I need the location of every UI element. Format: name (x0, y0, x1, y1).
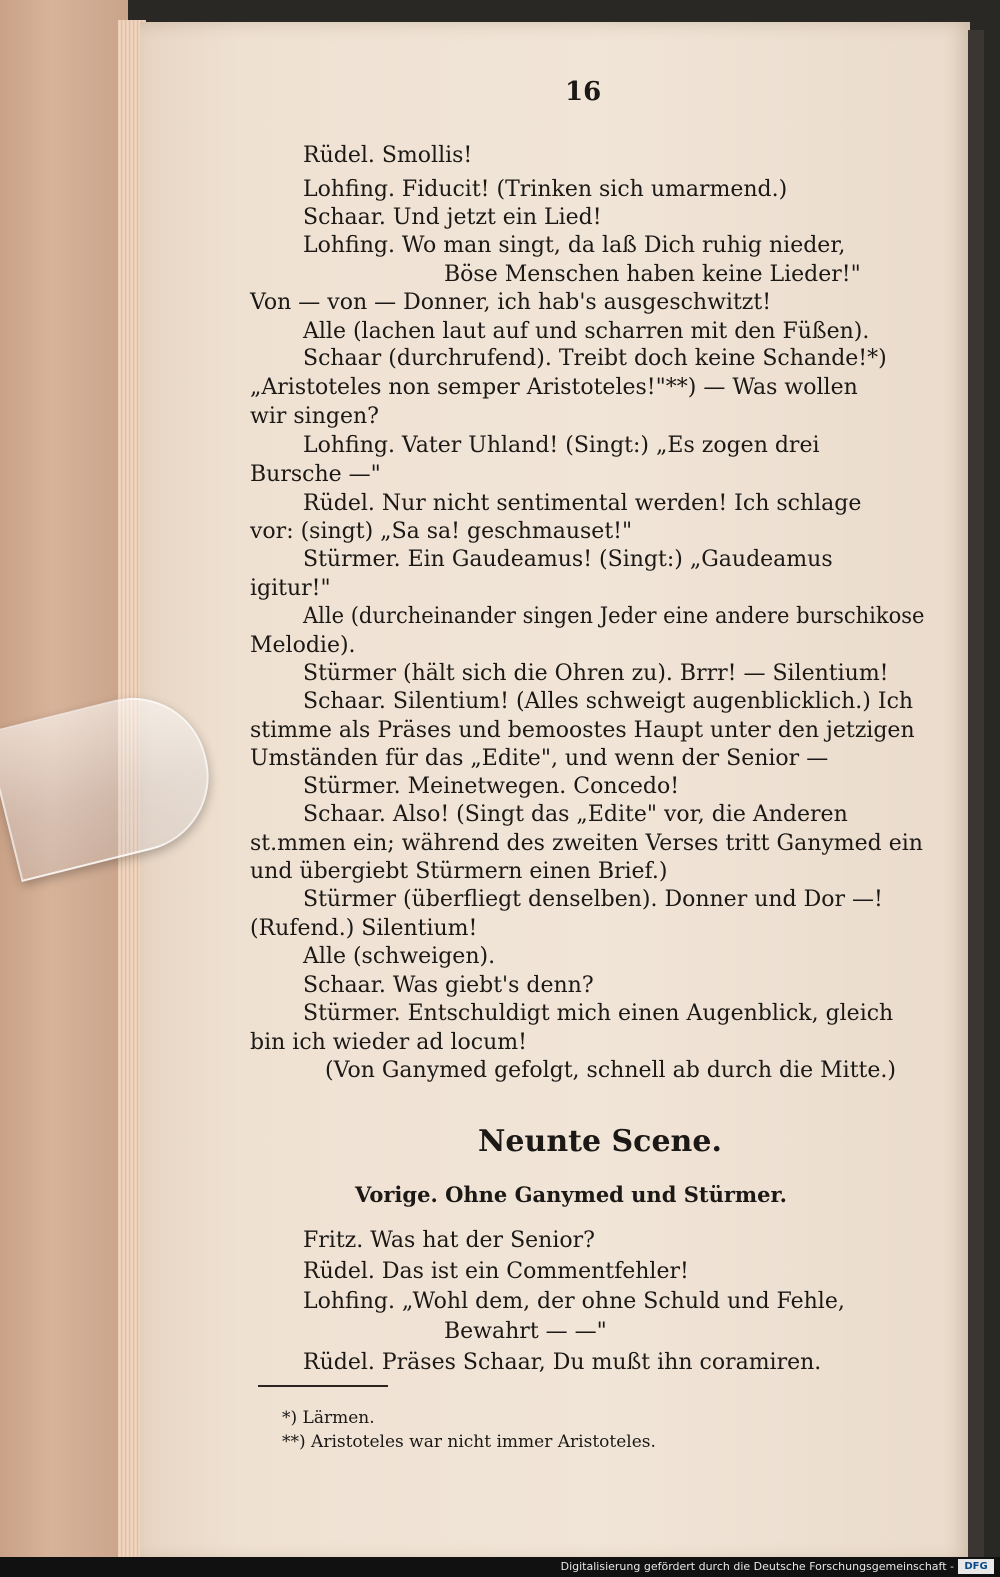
text-line: Stürmer (überfliegt denselben). Donner und Dor —! (303, 887, 883, 912)
text-line: Stürmer (hält sich die Ohren zu). Brrr! — Silentium! (303, 661, 889, 686)
text-line: Rüdel. Nur nicht sentimental werden! Ich schlage (303, 491, 862, 516)
footer-credit: Digitalisierung gefördert durch die Deutsche Forschungsgemeinschaft - (560, 1560, 954, 1573)
text-line: Rüdel. Das ist ein Commentfehler! (303, 1259, 689, 1284)
footnote-rule (258, 1385, 388, 1387)
text-line: Von — von — Donner, ich hab's ausgeschwitzt! (250, 290, 772, 315)
text-line: „Aristoteles non semper Aristoteles!"**) — Was wollen (250, 375, 858, 400)
text-line: Schaar (durchrufend). Treibt doch keine Schande!*) (303, 346, 887, 371)
text-line: (Rufend.) Silentium! (250, 916, 478, 941)
text-line: und übergiebt Stürmern einen Brief.) (250, 859, 668, 884)
footnote-1: *) Lärmen. (282, 1408, 375, 1428)
text-line: Bewahrt — —" (444, 1319, 607, 1344)
text-line: Melodie). (250, 633, 356, 658)
scene-heading: Neunte Scene. (478, 1124, 722, 1159)
text-line: Schaar. Und jetzt ein Lied! (303, 205, 602, 230)
text-line: Stürmer. Entschuldigt mich einen Augenblick, gleich (303, 1001, 894, 1026)
text-line: Umständen für das „Edite", und wenn der Senior — (250, 746, 829, 771)
text-line: Alle (schweigen). (303, 944, 496, 969)
text-line: Lohfing. Vater Uhland! (Singt:) „Es zogen drei (303, 433, 820, 458)
text-line: Bursche —" (250, 462, 381, 487)
text-line: st.mmen ein; während des zweiten Verses tritt Ganymed ein (250, 831, 923, 856)
text-line: bin ich wieder ad locum! (250, 1030, 527, 1055)
text-line: Lohfing. Fiducit! (Trinken sich umarmend.) (303, 177, 788, 202)
text-line: Lohfing. „Wohl dem, der ohne Schuld und Fehle, (303, 1289, 845, 1314)
text-line: Lohfing. Wo man singt, da laß Dich ruhig nieder, (303, 233, 846, 258)
text-line: vor: (singt) „Sa sa! geschmauset!" (250, 519, 633, 544)
text-line: igitur!" (250, 576, 331, 601)
text-line: Schaar. Also! (Singt das „Edite" vor, die Anderen (303, 802, 848, 827)
scene-cast: Vorige. Ohne Ganymed und Stürmer. (355, 1182, 787, 1207)
footnote-2: **) Aristoteles war nicht immer Aristoteles. (282, 1432, 656, 1452)
text-line: Schaar. Silentium! (Alles schweigt augenblicklich.) Ich (303, 689, 914, 714)
text-line: (Von Ganymed gefolgt, schnell ab durch die Mitte.) (325, 1058, 896, 1083)
page-gutter (968, 30, 984, 1560)
text-line: Stürmer. Ein Gaudeamus! (Singt:) „Gaudeamus (303, 547, 833, 572)
text-line: Böse Menschen haben keine Lieder!" (444, 262, 861, 287)
text-line: Fritz. Was hat der Senior? (303, 1228, 595, 1253)
page-number: 16 (565, 77, 602, 107)
text-line: Schaar. Was giebt's denn? (303, 973, 594, 998)
text-line: stimme als Präses und bemoostes Haupt unter den jetzigen (250, 718, 915, 743)
dfg-logo: DFG (958, 1559, 994, 1574)
text-line: Alle (lachen laut auf und scharren mit den Füßen). (303, 319, 870, 344)
text-line: wir singen? (250, 404, 379, 429)
text-line: Stürmer. Meinetwegen. Concedo! (303, 774, 680, 799)
text-line: Alle (durcheinander singen Jeder eine andere burschikose (303, 604, 925, 629)
text-line: Rüdel. Präses Schaar, Du mußt ihn coramiren. (303, 1350, 822, 1375)
text-line: Rüdel. Smollis! (303, 143, 473, 168)
